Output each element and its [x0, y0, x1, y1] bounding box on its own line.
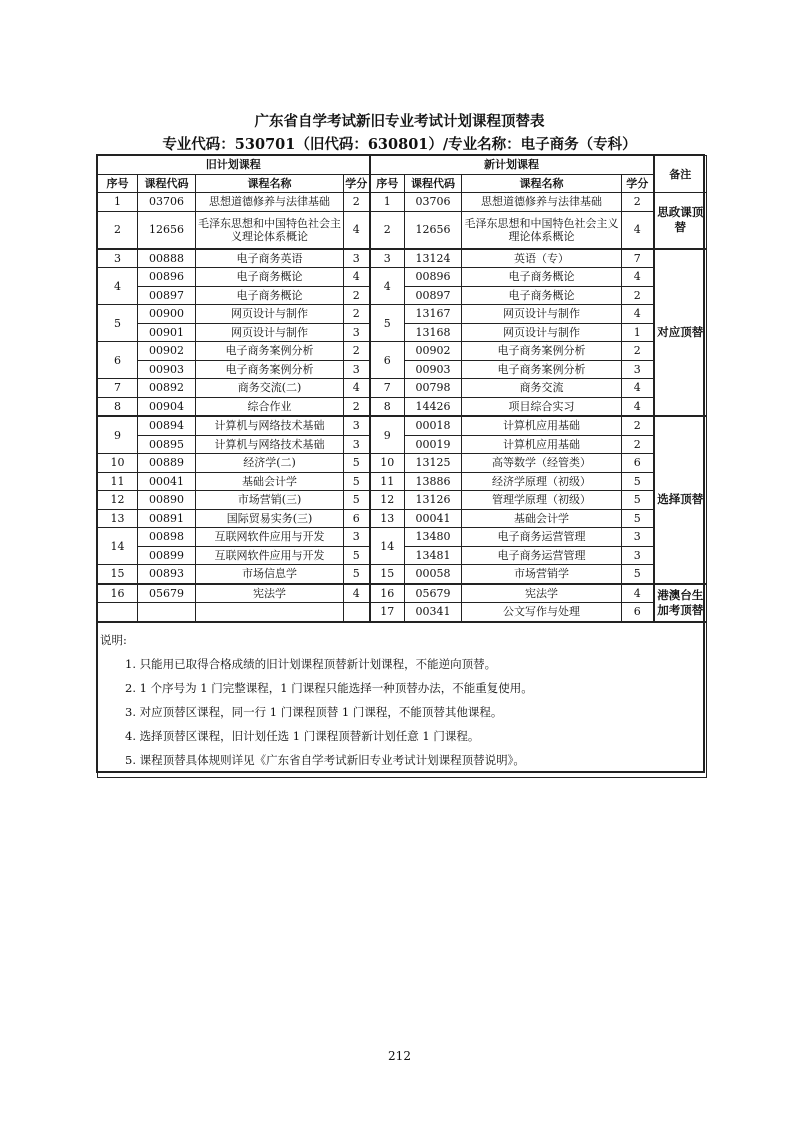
- new-credit-cell: 3: [622, 528, 654, 547]
- new-code-header: 课程代码: [405, 174, 462, 193]
- new-code-cell: 13126: [405, 491, 462, 510]
- new-seq-cell: 17: [370, 603, 405, 622]
- new-code-cell: 00897: [405, 286, 462, 305]
- new-seq-cell: 1: [370, 193, 405, 212]
- old-code-cell: 00904: [138, 397, 196, 416]
- old-name-cell: 电子商务案例分析: [196, 360, 344, 379]
- new-code-cell: 03706: [405, 193, 462, 212]
- table-row: [98, 268, 707, 287]
- new-code-cell: 13886: [405, 472, 462, 491]
- remark-cell: 对应顶替: [654, 249, 707, 417]
- new-seq-cell: 11: [370, 472, 405, 491]
- new-credit-cell: 4: [622, 379, 654, 398]
- table-row: [98, 416, 707, 435]
- new-credit-cell: 5: [622, 472, 654, 491]
- new-seq-header: 序号: [370, 174, 405, 193]
- new-code-cell: 13167: [405, 305, 462, 324]
- new-credit-cell: 3: [622, 546, 654, 565]
- old-code-cell: 00041: [138, 472, 196, 491]
- table-row: [98, 565, 707, 584]
- old-credit-cell: 6: [344, 509, 370, 528]
- old-credit-header: 学分: [344, 174, 370, 193]
- new-name-cell: 电子商务案例分析: [462, 360, 622, 379]
- old-code-cell: 00893: [138, 565, 196, 584]
- new-name-cell: 市场营销学: [462, 565, 622, 584]
- old-code-cell: 00896: [138, 268, 196, 287]
- table-row: [98, 509, 707, 528]
- old-credit-cell: 2: [344, 286, 370, 305]
- new-credit-cell: 2: [622, 193, 654, 212]
- table-row: [98, 379, 707, 398]
- old-credit-cell: 2: [344, 397, 370, 416]
- old-seq-cell: 1: [98, 193, 138, 212]
- new-credit-cell: 2: [622, 416, 654, 435]
- new-name-cell: 电子商务概论: [462, 286, 622, 305]
- explanation-item: 1. 只能用已取得合格成绩的旧计划课程顶替新计划课程，不能逆向顶替。: [125, 657, 497, 671]
- old-seq-cell: 3: [98, 249, 138, 268]
- old-name-header: 课程名称: [196, 174, 344, 193]
- new-code-cell: 05679: [405, 584, 462, 603]
- old-seq-cell: 4: [98, 268, 138, 305]
- old-code-cell: [138, 603, 196, 622]
- new-name-cell: 经济学原理（初级）: [462, 472, 622, 491]
- old-code-cell: 03706: [138, 193, 196, 212]
- new-name-cell: 电子商务案例分析: [462, 342, 622, 361]
- old-credit-cell: 5: [344, 472, 370, 491]
- new-code-cell: 00018: [405, 416, 462, 435]
- old-name-cell: 国际贸易实务(三): [196, 509, 344, 528]
- old-credit-cell: 3: [344, 528, 370, 547]
- old-seq-cell: 9: [98, 416, 138, 454]
- new-name-cell: 电子商务运营管理: [462, 528, 622, 547]
- new-name-cell: 公文写作与处理: [462, 603, 622, 622]
- old-code-cell: 00889: [138, 454, 196, 473]
- old-code-cell: 00902: [138, 342, 196, 361]
- table-row: [98, 528, 707, 547]
- old-credit-cell: 5: [344, 546, 370, 565]
- new-seq-cell: 3: [370, 249, 405, 268]
- new-credit-cell: 6: [622, 454, 654, 473]
- old-seq-header: 序号: [98, 174, 138, 193]
- old-plan-header: 旧计划课程: [98, 156, 370, 175]
- new-seq-cell: 15: [370, 565, 405, 584]
- new-seq-cell: 13: [370, 509, 405, 528]
- old-code-cell: 00903: [138, 360, 196, 379]
- table-row: [98, 454, 707, 473]
- remark-cell: 港澳台生加考顶替: [654, 584, 707, 622]
- new-code-cell: 00896: [405, 268, 462, 287]
- old-seq-cell: 2: [98, 211, 138, 249]
- old-credit-cell: 3: [344, 435, 370, 454]
- old-code-cell: 05679: [138, 584, 196, 603]
- old-seq-cell: 16: [98, 584, 138, 603]
- old-code-cell: 00890: [138, 491, 196, 510]
- table-row: [98, 342, 707, 361]
- old-seq-cell: 11: [98, 472, 138, 491]
- new-name-cell: 管理学原理（初级）: [462, 491, 622, 510]
- new-name-cell: 思想道德修养与法律基础: [462, 193, 622, 212]
- new-code-cell: 00041: [405, 509, 462, 528]
- old-credit-cell: 3: [344, 323, 370, 342]
- old-name-cell: 市场营销(三): [196, 491, 344, 510]
- new-code-cell: 13480: [405, 528, 462, 547]
- new-credit-cell: 1: [622, 323, 654, 342]
- new-credit-cell: 2: [622, 286, 654, 305]
- old-credit-cell: 4: [344, 211, 370, 249]
- old-credit-cell: 3: [344, 249, 370, 268]
- new-seq-cell: 4: [370, 268, 405, 305]
- remark-cell: 思政课顶替: [654, 193, 707, 249]
- old-name-cell: 计算机与网络技术基础: [196, 435, 344, 454]
- new-credit-cell: 3: [622, 360, 654, 379]
- new-name-cell: 计算机应用基础: [462, 435, 622, 454]
- page-number: 212: [388, 1049, 411, 1063]
- new-name-cell: 网页设计与制作: [462, 305, 622, 324]
- new-code-cell: 13124: [405, 249, 462, 268]
- old-code-cell: 00898: [138, 528, 196, 547]
- old-seq-cell: 6: [98, 342, 138, 379]
- table-row: [98, 491, 707, 510]
- new-credit-cell: 7: [622, 249, 654, 268]
- old-name-cell: 电子商务概论: [196, 286, 344, 305]
- old-seq-cell: [98, 603, 138, 622]
- old-code-cell: 00899: [138, 546, 196, 565]
- old-name-cell: 市场信息学: [196, 565, 344, 584]
- new-code-cell: 00902: [405, 342, 462, 361]
- new-credit-cell: 5: [622, 491, 654, 510]
- new-code-cell: 00903: [405, 360, 462, 379]
- new-credit-cell: 4: [622, 268, 654, 287]
- remark-header: 备注: [654, 156, 707, 193]
- old-code-cell: 00891: [138, 509, 196, 528]
- page-title: 广东省自学考试新旧专业考试计划课程顶替表: [254, 113, 545, 130]
- new-code-cell: 14426: [405, 397, 462, 416]
- old-name-cell: 基础会计学: [196, 472, 344, 491]
- old-name-cell: 思想道德修养与法律基础: [196, 193, 344, 212]
- new-name-cell: 电子商务概论: [462, 268, 622, 287]
- old-code-cell: 00897: [138, 286, 196, 305]
- new-name-cell: 毛泽东思想和中国特色社会主义理论体系概论: [462, 211, 622, 249]
- remark-cell: 选择顶替: [654, 416, 707, 584]
- old-name-cell: 电子商务概论: [196, 268, 344, 287]
- table-row: [98, 584, 707, 603]
- old-name-cell: 综合作业: [196, 397, 344, 416]
- old-name-cell: 计算机与网络技术基础: [196, 416, 344, 435]
- table-row: [98, 472, 707, 491]
- old-credit-cell: 2: [344, 342, 370, 361]
- new-name-cell: 宪法学: [462, 584, 622, 603]
- new-name-cell: 网页设计与制作: [462, 323, 622, 342]
- table-row: [98, 249, 707, 268]
- old-name-cell: 宪法学: [196, 584, 344, 603]
- explanation-item: 5. 课程顶替具体规则详见《广东省自学考试新旧专业考试计划课程顶替说明》。: [125, 753, 525, 767]
- new-credit-cell: 2: [622, 435, 654, 454]
- old-credit-cell: [344, 603, 370, 622]
- new-credit-cell: 5: [622, 565, 654, 584]
- old-seq-cell: 12: [98, 491, 138, 510]
- new-code-cell: 13168: [405, 323, 462, 342]
- explanation-item: 3. 对应顶替区课程，同一行 1 门课程顶替 1 门课程，不能顶替其他课程。: [125, 705, 503, 719]
- new-credit-cell: 6: [622, 603, 654, 622]
- old-name-cell: [196, 603, 344, 622]
- old-name-cell: 电子商务案例分析: [196, 342, 344, 361]
- old-seq-cell: 14: [98, 528, 138, 565]
- old-seq-cell: 10: [98, 454, 138, 473]
- old-name-cell: 电子商务英语: [196, 249, 344, 268]
- explanation-item: 2. 1 个序号为 1 门完整课程，1 门课程只能选择一种顶替办法，不能重复使用。: [125, 681, 533, 695]
- explanation-label: 说明:: [100, 633, 127, 647]
- old-credit-cell: 3: [344, 360, 370, 379]
- old-name-cell: 商务交流(二): [196, 379, 344, 398]
- new-name-cell: 英语（专）: [462, 249, 622, 268]
- new-seq-cell: 7: [370, 379, 405, 398]
- old-credit-cell: 4: [344, 379, 370, 398]
- new-seq-cell: 12: [370, 491, 405, 510]
- new-credit-cell: 4: [622, 397, 654, 416]
- new-name-cell: 基础会计学: [462, 509, 622, 528]
- page-subtitle: 专业代码：530701（旧代码：630801）/专业名称：电子商务（专科）: [162, 136, 637, 153]
- old-code-cell: 12656: [138, 211, 196, 249]
- old-name-cell: 网页设计与制作: [196, 323, 344, 342]
- old-credit-cell: 5: [344, 491, 370, 510]
- new-seq-cell: 5: [370, 305, 405, 342]
- old-credit-cell: 2: [344, 193, 370, 212]
- old-code-header: 课程代码: [138, 174, 196, 193]
- new-code-cell: 00058: [405, 565, 462, 584]
- table-row: [98, 193, 707, 212]
- old-name-cell: 经济学(二): [196, 454, 344, 473]
- old-credit-cell: 5: [344, 454, 370, 473]
- old-code-cell: 00901: [138, 323, 196, 342]
- new-code-cell: 12656: [405, 211, 462, 249]
- new-seq-cell: 16: [370, 584, 405, 603]
- table-row: [98, 211, 707, 249]
- new-credit-header: 学分: [622, 174, 654, 193]
- new-plan-header: 新计划课程: [370, 156, 654, 175]
- new-name-cell: 电子商务运营管理: [462, 546, 622, 565]
- new-seq-cell: 8: [370, 397, 405, 416]
- old-seq-cell: 13: [98, 509, 138, 528]
- old-seq-cell: 15: [98, 565, 138, 584]
- old-name-cell: 互联网软件应用与开发: [196, 546, 344, 565]
- old-seq-cell: 5: [98, 305, 138, 342]
- new-seq-cell: 2: [370, 211, 405, 249]
- new-name-cell: 项目综合实习: [462, 397, 622, 416]
- table-row: [98, 603, 707, 622]
- old-name-cell: 毛泽东思想和中国特色社会主义理论体系概论: [196, 211, 344, 249]
- old-seq-cell: 8: [98, 397, 138, 416]
- new-name-cell: 高等数学（经管类）: [462, 454, 622, 473]
- old-credit-cell: 2: [344, 305, 370, 324]
- old-code-cell: 00888: [138, 249, 196, 268]
- old-credit-cell: 5: [344, 565, 370, 584]
- new-credit-cell: 5: [622, 509, 654, 528]
- old-credit-cell: 4: [344, 268, 370, 287]
- old-code-cell: 00895: [138, 435, 196, 454]
- new-name-header: 课程名称: [462, 174, 622, 193]
- table-row: [98, 305, 707, 324]
- old-seq-cell: 7: [98, 379, 138, 398]
- new-code-cell: 13481: [405, 546, 462, 565]
- old-code-cell: 00894: [138, 416, 196, 435]
- old-code-cell: 00892: [138, 379, 196, 398]
- new-credit-cell: 4: [622, 211, 654, 249]
- old-credit-cell: 3: [344, 416, 370, 435]
- new-code-cell: 00019: [405, 435, 462, 454]
- table-row: [98, 397, 707, 416]
- new-credit-cell: 4: [622, 305, 654, 324]
- new-code-cell: 00341: [405, 603, 462, 622]
- old-name-cell: 互联网软件应用与开发: [196, 528, 344, 547]
- new-seq-cell: 9: [370, 416, 405, 454]
- new-credit-cell: 2: [622, 342, 654, 361]
- old-credit-cell: 4: [344, 584, 370, 603]
- new-name-cell: 商务交流: [462, 379, 622, 398]
- new-credit-cell: 4: [622, 584, 654, 603]
- new-seq-cell: 6: [370, 342, 405, 379]
- old-code-cell: 00900: [138, 305, 196, 324]
- new-name-cell: 计算机应用基础: [462, 416, 622, 435]
- new-code-cell: 00798: [405, 379, 462, 398]
- old-name-cell: 网页设计与制作: [196, 305, 344, 324]
- new-seq-cell: 10: [370, 454, 405, 473]
- explanation-item: 4. 选择顶替区课程，旧计划任选 1 门课程顶替新计划任意 1 门课程。: [125, 729, 480, 743]
- new-seq-cell: 14: [370, 528, 405, 565]
- new-code-cell: 13125: [405, 454, 462, 473]
